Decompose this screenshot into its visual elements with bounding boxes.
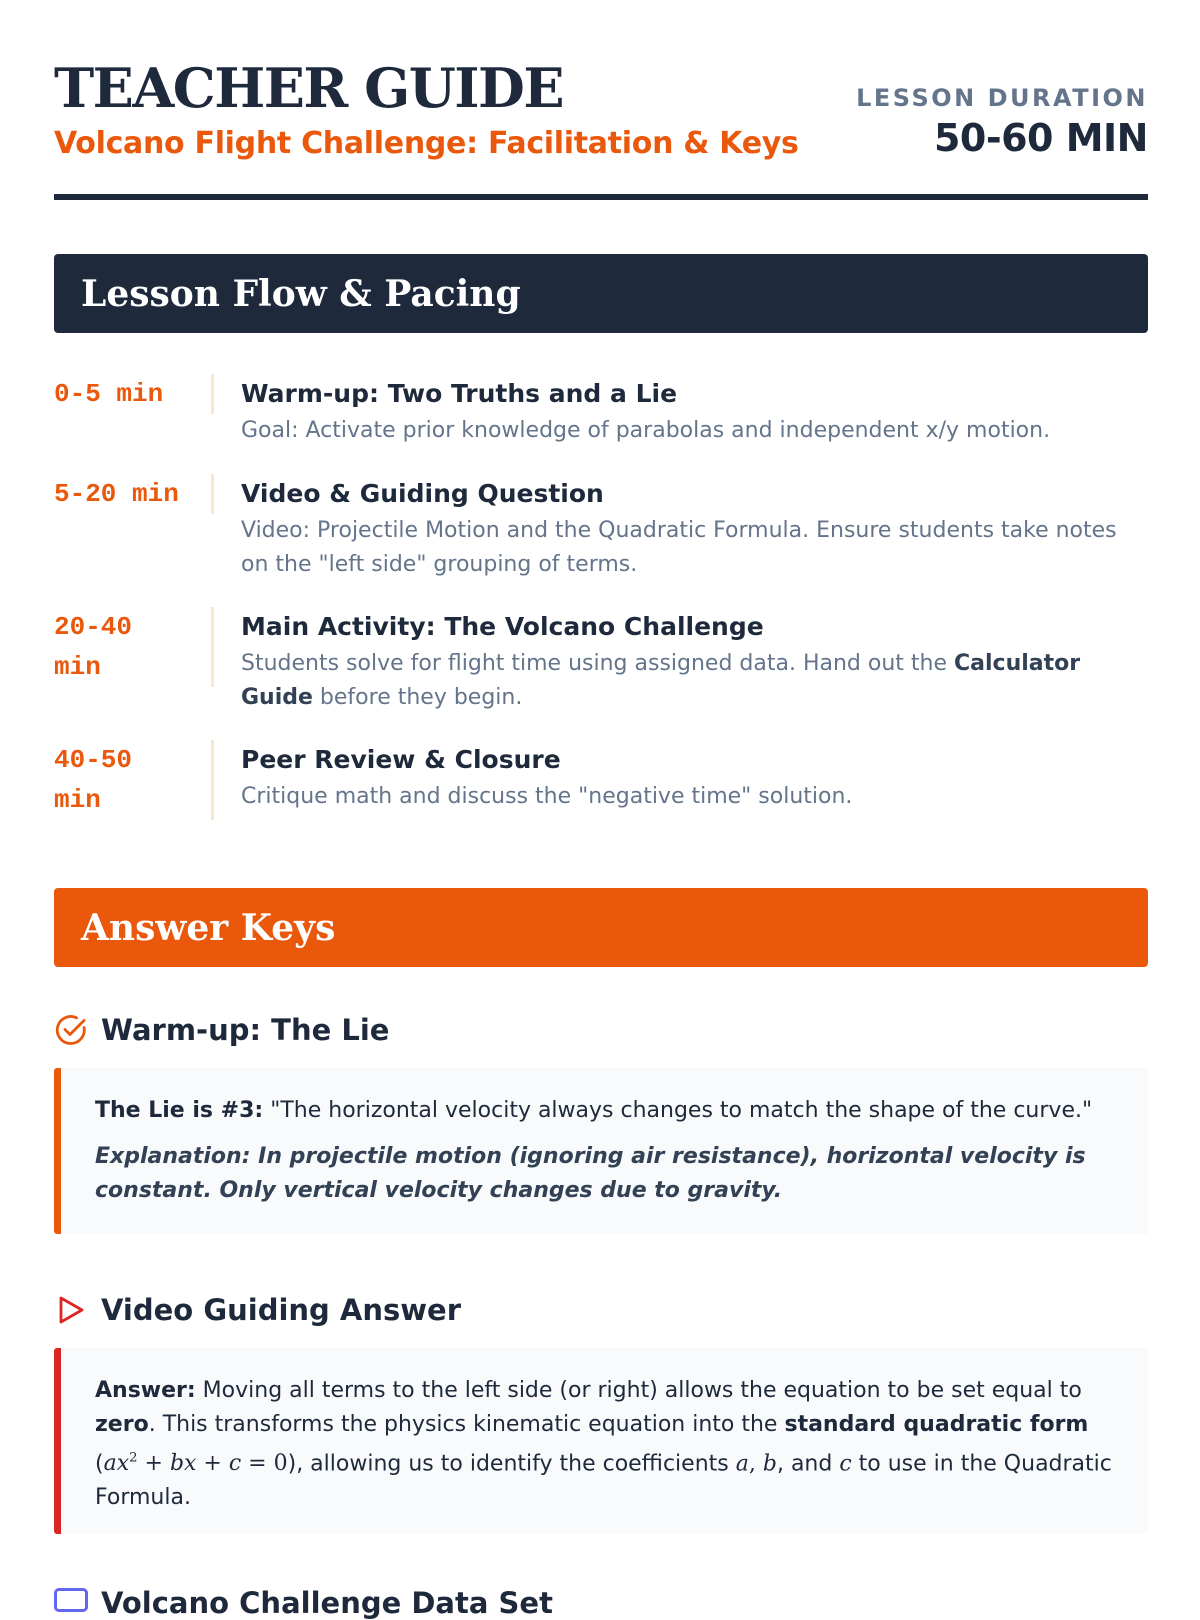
timeline-time [54, 740, 204, 820]
timeline-description: Goal: Activate prior knowledge of parabolas and independent x/y motion. [241, 418, 1051, 443]
timeline-title: Warm-up: Two Truths and a Lie [241, 379, 678, 408]
answer-text: , and [776, 1451, 840, 1477]
coefficients-ab: a, b [735, 1451, 777, 1477]
timeline-title: Video & Guiding Question [241, 479, 604, 508]
warmup-key-heading [54, 1010, 389, 1050]
lie-text: "The horizontal velocity always changes to match the shape of the curve." [263, 1098, 1093, 1123]
timeline-time: 5-20 min [54, 479, 179, 509]
video-key-title: Video Guiding Answer [101, 1293, 462, 1327]
answer-text: to use in the Quadratic Formula. [95, 1451, 1112, 1511]
quadratic-equation: $ax^2$ + bx + c = 0 [103, 1451, 288, 1477]
next-key-title: Volcano Challenge Data Set [101, 1586, 553, 1620]
warmup-answer-box [54, 1068, 1148, 1234]
warmup-explanation: Explanation: In projectile motion (ignoring air resistance), horizontal velocity is constant. Only vertical velocity changes due to gravity. [95, 1144, 1086, 1203]
lesson-duration-label: LESSON DURATION [856, 84, 1148, 112]
zero-emphasis: zero [95, 1412, 149, 1437]
timeline-title: Main Activity: The Volcano Challenge [241, 612, 764, 641]
desc-text: before they begin. [312, 685, 523, 710]
answer-text: . This transforms the physics kinematic equation into the [148, 1412, 785, 1437]
lesson-flow-section-header [54, 254, 1148, 333]
timeline-time [54, 607, 204, 687]
timeline-description [241, 647, 1141, 715]
play-icon [54, 1293, 88, 1327]
standard-form-emphasis: standard quadratic form [784, 1412, 1089, 1437]
check-circle-icon [54, 1013, 88, 1047]
lesson-duration-value: 50-60 MIN [933, 116, 1148, 160]
timeline-description: Critique math and discuss the "negative time" solution. [241, 784, 853, 809]
timeline-divider [211, 607, 214, 687]
video-answer-box [54, 1348, 1148, 1534]
warmup-key-title: Warm-up: The Lie [101, 1013, 390, 1047]
lesson-flow-heading: Lesson Flow & Pacing [81, 272, 521, 315]
answer-label: Answer: [95, 1378, 196, 1403]
calculator-guide-emphasis: Calculator Guide [241, 651, 1081, 710]
lie-label: The Lie is #3: [95, 1098, 264, 1123]
answer-text: Moving all terms to the left side (or right) allows the equation to be set equal to [195, 1378, 1082, 1403]
timeline-time-line: min [54, 652, 101, 682]
answer-keys-heading: Answer Keys [81, 906, 336, 949]
table-icon [54, 1588, 88, 1612]
timeline-content [241, 378, 1141, 448]
header [54, 0, 1148, 200]
teacher-guide-page [54, 0, 1148, 1620]
coefficient-c: c [839, 1451, 852, 1477]
timeline-content [241, 611, 1141, 715]
timeline-content [241, 478, 1141, 582]
answer-keys-section-header [54, 888, 1148, 967]
page-subtitle: Volcano Flight Challenge: Facilitation & Keys [54, 126, 799, 161]
timeline-title: Peer Review & Closure [241, 745, 561, 774]
timeline-divider [211, 374, 214, 414]
video-answer-text [95, 1374, 1118, 1515]
timeline-divider [211, 474, 214, 514]
desc-text: Students solve for flight time using assigned data. Hand out the [241, 651, 955, 676]
warmup-lie-statement [95, 1094, 1118, 1128]
timeline-time-line: min [54, 785, 101, 815]
timeline-time-line: 40-50 [54, 745, 133, 775]
page-title: TEACHER GUIDE [54, 56, 564, 120]
answer-text: ( [95, 1451, 104, 1477]
timeline-content [241, 744, 1141, 814]
timeline-divider [211, 740, 214, 820]
timeline-time: 0-5 min [54, 379, 164, 409]
answer-text: ), allowing us to identify the coefficients [287, 1451, 736, 1477]
video-key-heading [54, 1290, 461, 1330]
timeline-description: Video: Projectile Motion and the Quadratic Formula. Ensure students take notes on the "left side" grouping of terms. [241, 518, 1117, 577]
header-divider [54, 194, 1148, 200]
timeline-time-line: 20-40 [54, 612, 133, 642]
